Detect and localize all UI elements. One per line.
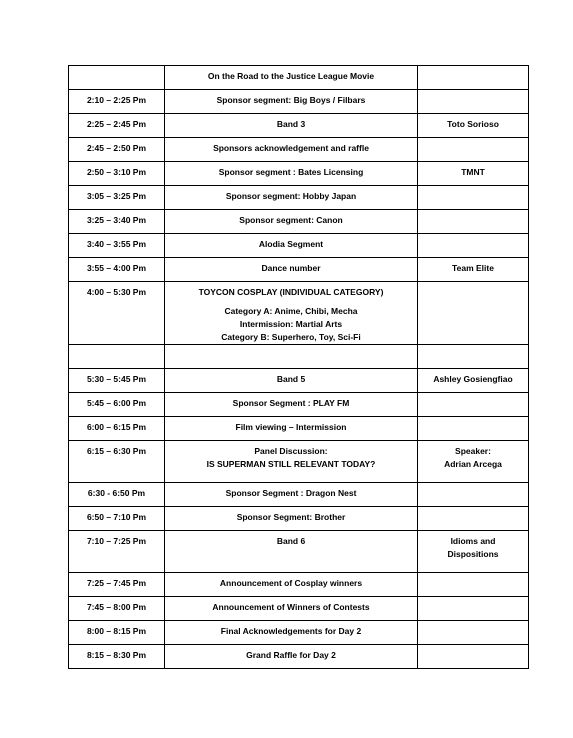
table-row xyxy=(69,282,529,345)
note-cell xyxy=(418,645,529,669)
time-cell-text: 5:45 – 6:00 Pm xyxy=(86,398,147,408)
event-cell-line: Panel Discussion: xyxy=(254,446,328,456)
event-cell xyxy=(165,507,418,531)
event-cell xyxy=(165,282,418,345)
note-cell xyxy=(418,393,529,417)
time-cell-text: 6:50 – 7:10 Pm xyxy=(86,512,147,522)
event-cell xyxy=(165,138,418,162)
table-row xyxy=(69,345,529,369)
note-cell xyxy=(418,573,529,597)
event-cell-line: Announcement of Cosplay winners xyxy=(219,578,363,588)
time-cell xyxy=(69,162,165,186)
event-cell-line: Sponsor segment : Bates Licensing xyxy=(218,167,364,177)
note-cell xyxy=(418,417,529,441)
note-cell xyxy=(418,507,529,531)
time-cell-text: 6:30 - 6:50 Pm xyxy=(87,488,146,498)
table-row xyxy=(69,645,529,669)
time-cell xyxy=(69,234,165,258)
note-cell-line: Speaker: xyxy=(455,446,491,456)
time-cell-text: 6:15 – 6:30 Pm xyxy=(86,446,147,456)
time-cell-text: 2:45 – 2:50 Pm xyxy=(86,143,147,153)
event-cell xyxy=(165,417,418,441)
event-cell xyxy=(165,234,418,258)
event-cell xyxy=(165,621,418,645)
time-cell xyxy=(69,282,165,345)
event-cell-line: Sponsor segment: Hobby Japan xyxy=(225,191,357,201)
table-row xyxy=(69,258,529,282)
table-row xyxy=(69,441,529,483)
event-cell-line: On the Road to the Justice League Movie xyxy=(207,71,375,81)
note-cell-line: Adrian Arcega xyxy=(444,459,502,469)
note-cell-line: Idioms and xyxy=(450,536,496,546)
time-cell xyxy=(69,66,165,90)
table-row xyxy=(69,90,529,114)
event-cell xyxy=(165,531,418,573)
time-cell-text: 7:25 – 7:45 Pm xyxy=(86,578,147,588)
event-cell-line: Band 3 xyxy=(276,119,306,129)
schedule-body xyxy=(69,66,529,669)
table-row xyxy=(69,66,529,90)
note-cell xyxy=(418,234,529,258)
time-cell-text: 7:45 – 8:00 Pm xyxy=(86,602,147,612)
table-row xyxy=(69,162,529,186)
event-cell-line: Alodia Segment xyxy=(258,239,324,249)
event-cell xyxy=(165,258,418,282)
note-cell xyxy=(418,531,529,573)
event-cell xyxy=(165,162,418,186)
time-cell xyxy=(69,369,165,393)
time-cell xyxy=(69,258,165,282)
event-cell xyxy=(165,597,418,621)
event-cell xyxy=(165,393,418,417)
time-cell-text: 4:00 – 5:30 Pm xyxy=(86,287,147,297)
time-cell xyxy=(69,507,165,531)
note-cell xyxy=(418,138,529,162)
table-row xyxy=(69,417,529,441)
table-row xyxy=(69,597,529,621)
event-cell-line: Sponsor Segment : PLAY FM xyxy=(232,398,350,408)
note-cell xyxy=(418,441,529,483)
time-cell-text: 8:00 – 8:15 Pm xyxy=(86,626,147,636)
note-cell xyxy=(418,345,529,369)
time-cell xyxy=(69,186,165,210)
note-cell xyxy=(418,66,529,90)
event-cell xyxy=(165,369,418,393)
time-cell-text: 3:40 – 3:55 Pm xyxy=(86,239,147,249)
event-cell-line: IS SUPERMAN STILL RELEVANT TODAY? xyxy=(206,459,376,469)
event-cell-line: Grand Raffle for Day 2 xyxy=(246,650,336,660)
event-cell-line: Band 5 xyxy=(276,374,306,384)
note-cell-line: Team Elite xyxy=(452,263,494,273)
note-cell xyxy=(418,210,529,234)
event-cell-line: Band 6 xyxy=(276,536,306,546)
note-cell-line: Ashley Gosiengfiao xyxy=(433,374,513,384)
time-cell xyxy=(69,531,165,573)
note-cell-line: Dispositions xyxy=(447,549,499,559)
time-cell xyxy=(69,114,165,138)
event-cell xyxy=(165,114,418,138)
time-cell-text: 3:25 – 3:40 Pm xyxy=(86,215,147,225)
time-cell xyxy=(69,645,165,669)
event-cell-line: Sponsor segment: Big Boys / Filbars xyxy=(216,95,366,105)
event-cell-line: Intermission: Martial Arts xyxy=(239,319,343,329)
time-cell xyxy=(69,138,165,162)
time-cell-text: 2:50 – 3:10 Pm xyxy=(86,167,147,177)
note-cell xyxy=(418,282,529,345)
event-cell-line: Category B: Superhero, Toy, Sci-Fi xyxy=(221,332,361,342)
time-cell-text: 2:25 – 2:45 Pm xyxy=(86,119,147,129)
time-cell xyxy=(69,345,165,369)
event-cell xyxy=(165,186,418,210)
table-row xyxy=(69,393,529,417)
note-cell xyxy=(418,621,529,645)
event-cell-line: TOYCON COSPLAY (INDIVIDUAL CATEGORY) xyxy=(198,287,384,297)
time-cell-text: 6:00 – 6:15 Pm xyxy=(86,422,147,432)
event-cell xyxy=(165,90,418,114)
event-cell xyxy=(165,483,418,507)
note-cell xyxy=(418,597,529,621)
table-row xyxy=(69,186,529,210)
time-cell-text: 2:10 – 2:25 Pm xyxy=(86,95,147,105)
event-cell-line: Sponsors acknowledgement and raffle xyxy=(213,143,369,153)
table-row xyxy=(69,507,529,531)
note-cell-line: TMNT xyxy=(461,167,485,177)
event-cell-line: Sponsor Segment: Brother xyxy=(236,512,346,522)
note-cell xyxy=(418,162,529,186)
event-cell-line: Film viewing – Intermission xyxy=(235,422,347,432)
note-cell xyxy=(418,90,529,114)
time-cell xyxy=(69,393,165,417)
event-cell-line: Category A: Anime, Chibi, Mecha xyxy=(224,306,358,316)
event-cell-line: Sponsor Segment : Dragon Nest xyxy=(225,488,357,498)
note-cell xyxy=(418,258,529,282)
table-row xyxy=(69,138,529,162)
event-cell-line: Announcement of Winners of Contests xyxy=(212,602,370,612)
note-cell-line: Toto Sorioso xyxy=(447,119,499,129)
time-cell xyxy=(69,417,165,441)
event-cell-line: Sponsor segment: Canon xyxy=(239,215,343,225)
event-cell xyxy=(165,645,418,669)
event-cell xyxy=(165,573,418,597)
time-cell xyxy=(69,210,165,234)
note-cell xyxy=(418,369,529,393)
time-cell xyxy=(69,621,165,645)
time-cell xyxy=(69,90,165,114)
event-cell-line: Final Acknowledgements for Day 2 xyxy=(220,626,362,636)
table-row xyxy=(69,483,529,507)
table-row xyxy=(69,369,529,393)
time-cell-text: 3:05 – 3:25 Pm xyxy=(86,191,147,201)
event-cell xyxy=(165,210,418,234)
table-row xyxy=(69,531,529,573)
time-cell xyxy=(69,441,165,483)
table-row xyxy=(69,210,529,234)
table-row xyxy=(69,621,529,645)
time-cell xyxy=(69,573,165,597)
time-cell-text: 7:10 – 7:25 Pm xyxy=(86,536,147,546)
table-row xyxy=(69,234,529,258)
note-cell xyxy=(418,114,529,138)
table-row xyxy=(69,114,529,138)
event-cell-line: Dance number xyxy=(261,263,321,273)
event-cell xyxy=(165,66,418,90)
time-cell-text: 3:55 – 4:00 Pm xyxy=(86,263,147,273)
event-cell xyxy=(165,441,418,483)
event-cell xyxy=(165,345,418,369)
table-row xyxy=(69,573,529,597)
note-cell xyxy=(418,186,529,210)
time-cell-text: 8:15 – 8:30 Pm xyxy=(86,650,147,660)
time-cell xyxy=(69,483,165,507)
schedule-table xyxy=(68,65,529,669)
note-cell xyxy=(418,483,529,507)
time-cell-text: 5:30 – 5:45 Pm xyxy=(86,374,147,384)
time-cell xyxy=(69,597,165,621)
